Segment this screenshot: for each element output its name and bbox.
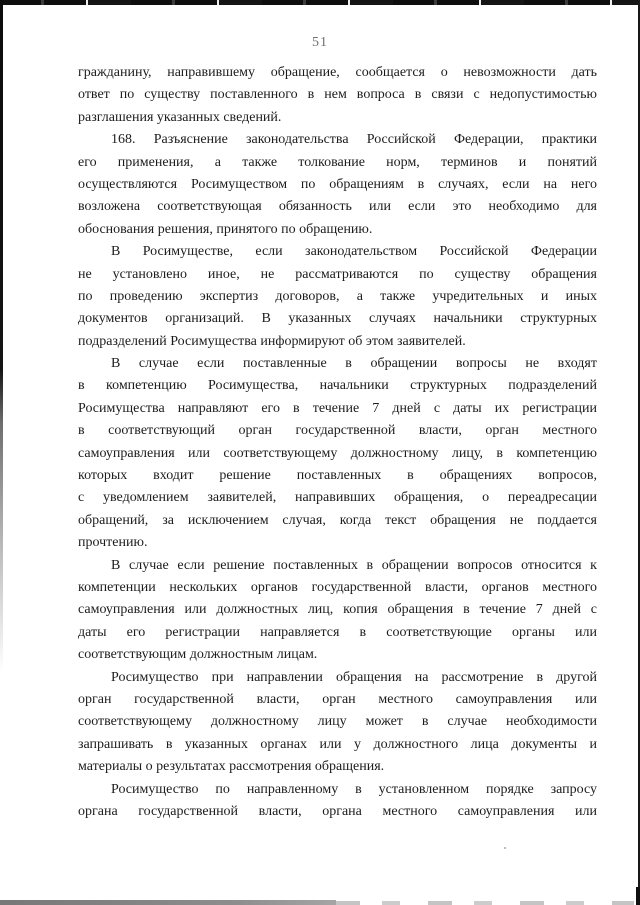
scan-artifact-bottom-dashes	[336, 901, 634, 905]
text-line: В Росимуществе, если законодательством Российской Федерации	[111, 244, 597, 260]
text-line: осуществляются Росимуществом по обращениям в случаях, если на него	[78, 176, 597, 192]
text-line: разглашения указанных сведений.	[78, 109, 282, 125]
text-line: материалы о результатах рассмотрения обращения.	[78, 759, 385, 775]
text-line: самоуправления или соответствующему должностному лицу, в компетенцию	[78, 445, 597, 461]
text-line: возложена соответствующая обязанность или если это необходимо для	[78, 199, 597, 215]
scan-artifact-corner-mark	[636, 887, 640, 905]
text-line: 168. Разъяснение законодательства Российской Федерации, практики	[111, 132, 597, 148]
text-line: В случае если решение поставленных в обращении вопросов относится к	[111, 557, 597, 573]
text-line: его применения, а также толкование норм, терминов и понятий	[78, 154, 597, 170]
text-line: органа государственной власти, органа местного самоуправления или	[78, 803, 597, 819]
scan-artifact-bottom-edge	[0, 900, 336, 905]
text-line: Росимущество по направленному в установленном порядке запросу	[111, 781, 597, 797]
text-line: в соответствующий орган государственной власти, орган местного	[78, 423, 597, 439]
text-line: обращений, за исключением случая, когда текст обращения не поддается	[78, 512, 597, 528]
text-line: В случае если поставленные в обращении вопросы не входят	[111, 356, 597, 372]
scan-speck	[504, 847, 506, 849]
text-line: гражданину, направившему обращение, сообщается о невозможности дать	[78, 65, 597, 80]
text-line: соответствующим должностным лицам.	[78, 647, 318, 663]
page-number: 51	[312, 35, 328, 50]
text-line: документов организаций. В указанных случаях начальники структурных	[78, 311, 597, 327]
text-line: по проведению экспертиз договоров, а также учредительных и иных	[78, 288, 597, 304]
text-line: даты его регистрации направляется в соответствующие органы или	[78, 624, 597, 640]
text-line: с уведомлением заявителей, направивших обращения, о переадресации	[78, 490, 597, 506]
text-line: самоуправления или должностных лиц, копия обращения в течение 7 дней с	[78, 602, 597, 618]
text-line: прочтению.	[78, 535, 148, 551]
text-line: не установлено иное, не рассматриваются по существу обращения	[78, 266, 597, 282]
text-line: компетенции нескольких органов государственной власти, органов местного	[78, 579, 597, 595]
text-line: ответ по существу поставленного в нем вопроса в связи с недопустимостью	[78, 87, 597, 103]
text-line: орган государственной власти, орган местного самоуправления или	[78, 691, 597, 707]
text-line: подразделений Росимущества информируют об этом заявителей.	[78, 333, 466, 349]
text-line: соответствующему должностному лицу может в случае необходимости	[78, 714, 597, 730]
text-line: Росимущество при направлении обращения на рассмотрение в другой	[111, 669, 597, 685]
text-line: обоснования решения, принятого по обращению.	[78, 221, 373, 237]
text-line: в компетенцию Росимущества, начальники структурных подразделений	[78, 378, 597, 394]
scan-artifact-top-edge	[0, 0, 640, 5]
scan-artifact-left-edge	[0, 0, 3, 672]
text-line: Росимущества направляют его в течение 7 дней с даты их регистрации	[78, 400, 597, 416]
text-line: запрашивать в указанных органах или у должностного лица документы и	[78, 736, 597, 752]
text-line: которых входит решение поставленных в обращениях вопросов,	[78, 468, 597, 484]
document-body	[78, 62, 597, 823]
